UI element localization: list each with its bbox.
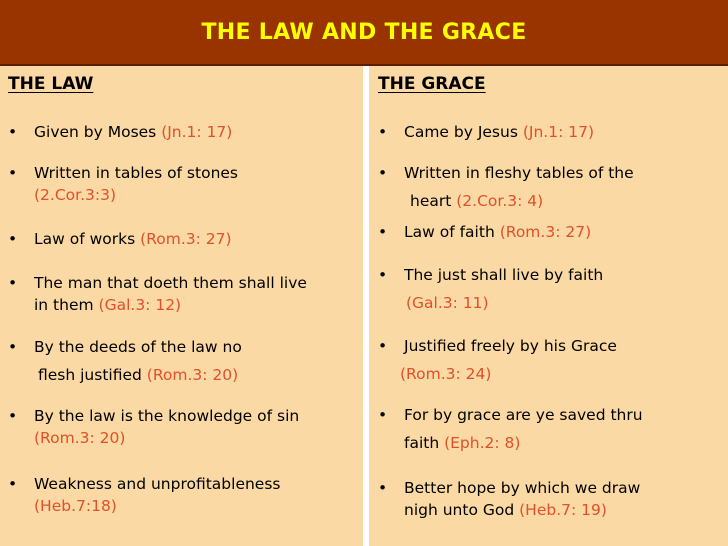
bullet-icon: • [8, 338, 18, 356]
law-column [0, 66, 363, 546]
scripture-reference: (Heb.7:18) [34, 497, 117, 515]
item-text: Justified freely by his Grace [404, 337, 617, 355]
bullet-icon: • [8, 274, 18, 292]
law-item [8, 229, 358, 251]
item-text: For by grace are ye saved thru [404, 406, 643, 424]
item-text: Written in tables of stones [34, 164, 239, 182]
item-line [34, 122, 232, 143]
scripture-reference: (Jn.1: 17) [161, 123, 233, 141]
item-line [404, 433, 520, 454]
grace-item [378, 336, 723, 386]
bullet-icon: • [378, 337, 388, 355]
item-text: The just shall live by faith [404, 266, 604, 284]
grace-item [378, 478, 723, 522]
grace-item [378, 163, 723, 213]
scripture-reference: (Rom.3: 27) [499, 223, 592, 241]
bullet-icon: • [378, 123, 388, 141]
item-line [406, 293, 489, 314]
scripture-reference: (Jn.1: 17) [522, 123, 594, 141]
item-line [400, 364, 491, 385]
item-text: The man that doeth them shall live [34, 274, 307, 292]
item-text: nigh unto God [404, 501, 520, 519]
bullet-icon: • [378, 479, 388, 497]
law-item [8, 337, 358, 387]
law-item [8, 273, 358, 317]
grace-item [378, 405, 723, 455]
scripture-reference: (Gal.3: 12) [98, 296, 182, 314]
item-line [404, 500, 607, 521]
law-item [8, 474, 358, 518]
bullet-icon: • [8, 123, 18, 141]
item-line [38, 365, 238, 386]
item-text: faith [404, 434, 445, 452]
law-heading: THE LAW [8, 74, 94, 94]
bullet-icon: • [378, 406, 388, 424]
bullet-icon: • [8, 164, 18, 182]
law-item [8, 163, 358, 207]
item-text: Law of faith [404, 223, 500, 241]
grace-item [378, 122, 723, 144]
bullet-icon: • [378, 266, 388, 284]
bullet-icon: • [378, 164, 388, 182]
item-line [404, 122, 594, 143]
item-text: Better hope by which we draw [404, 479, 641, 497]
item-line [34, 229, 232, 250]
grace-item [378, 222, 723, 244]
item-line [34, 496, 117, 517]
bullet-icon: • [8, 475, 18, 493]
grace-column [369, 66, 728, 546]
scripture-reference: (2.Cor.3:3) [34, 186, 117, 204]
bullet-icon: • [378, 223, 388, 241]
item-text: Given by Moses [34, 123, 162, 141]
title-bar [0, 0, 728, 66]
scripture-reference: (Heb.7: 19) [519, 501, 607, 519]
item-text: Written in fleshy tables of the [404, 164, 634, 182]
scripture-reference: (Eph.2: 8) [444, 434, 521, 452]
item-text: Law of works [34, 230, 141, 248]
scripture-reference: (Rom.3: 24) [400, 365, 492, 383]
item-text: in them [34, 296, 99, 314]
law-item [8, 122, 358, 144]
scripture-reference: (Rom.3: 20) [34, 429, 126, 447]
slide-title: THE LAW AND THE GRACE [201, 19, 527, 45]
item-text: heart [410, 192, 457, 210]
item-line [34, 185, 116, 206]
law-item [8, 406, 358, 450]
item-line [410, 191, 543, 212]
grace-heading: THE GRACE [378, 74, 486, 94]
bullet-icon: • [8, 407, 18, 425]
scripture-reference: (Rom.3: 27) [140, 230, 232, 248]
scripture-reference: (Rom.3: 20) [146, 366, 239, 384]
item-text: Weakness and unprofitableness [34, 475, 281, 493]
grace-item [378, 265, 723, 315]
item-line [404, 222, 591, 243]
bullet-icon: • [8, 230, 18, 248]
item-line [34, 295, 181, 316]
item-text: Came by Jesus [404, 123, 523, 141]
item-text: flesh justified [38, 366, 147, 384]
item-line [34, 428, 125, 449]
scripture-reference: (2.Cor.3: 4) [456, 192, 544, 210]
item-text: By the law is the knowledge of sin [34, 407, 300, 425]
scripture-reference: (Gal.3: 11) [406, 294, 489, 312]
item-text: By the deeds of the law no [34, 338, 242, 356]
